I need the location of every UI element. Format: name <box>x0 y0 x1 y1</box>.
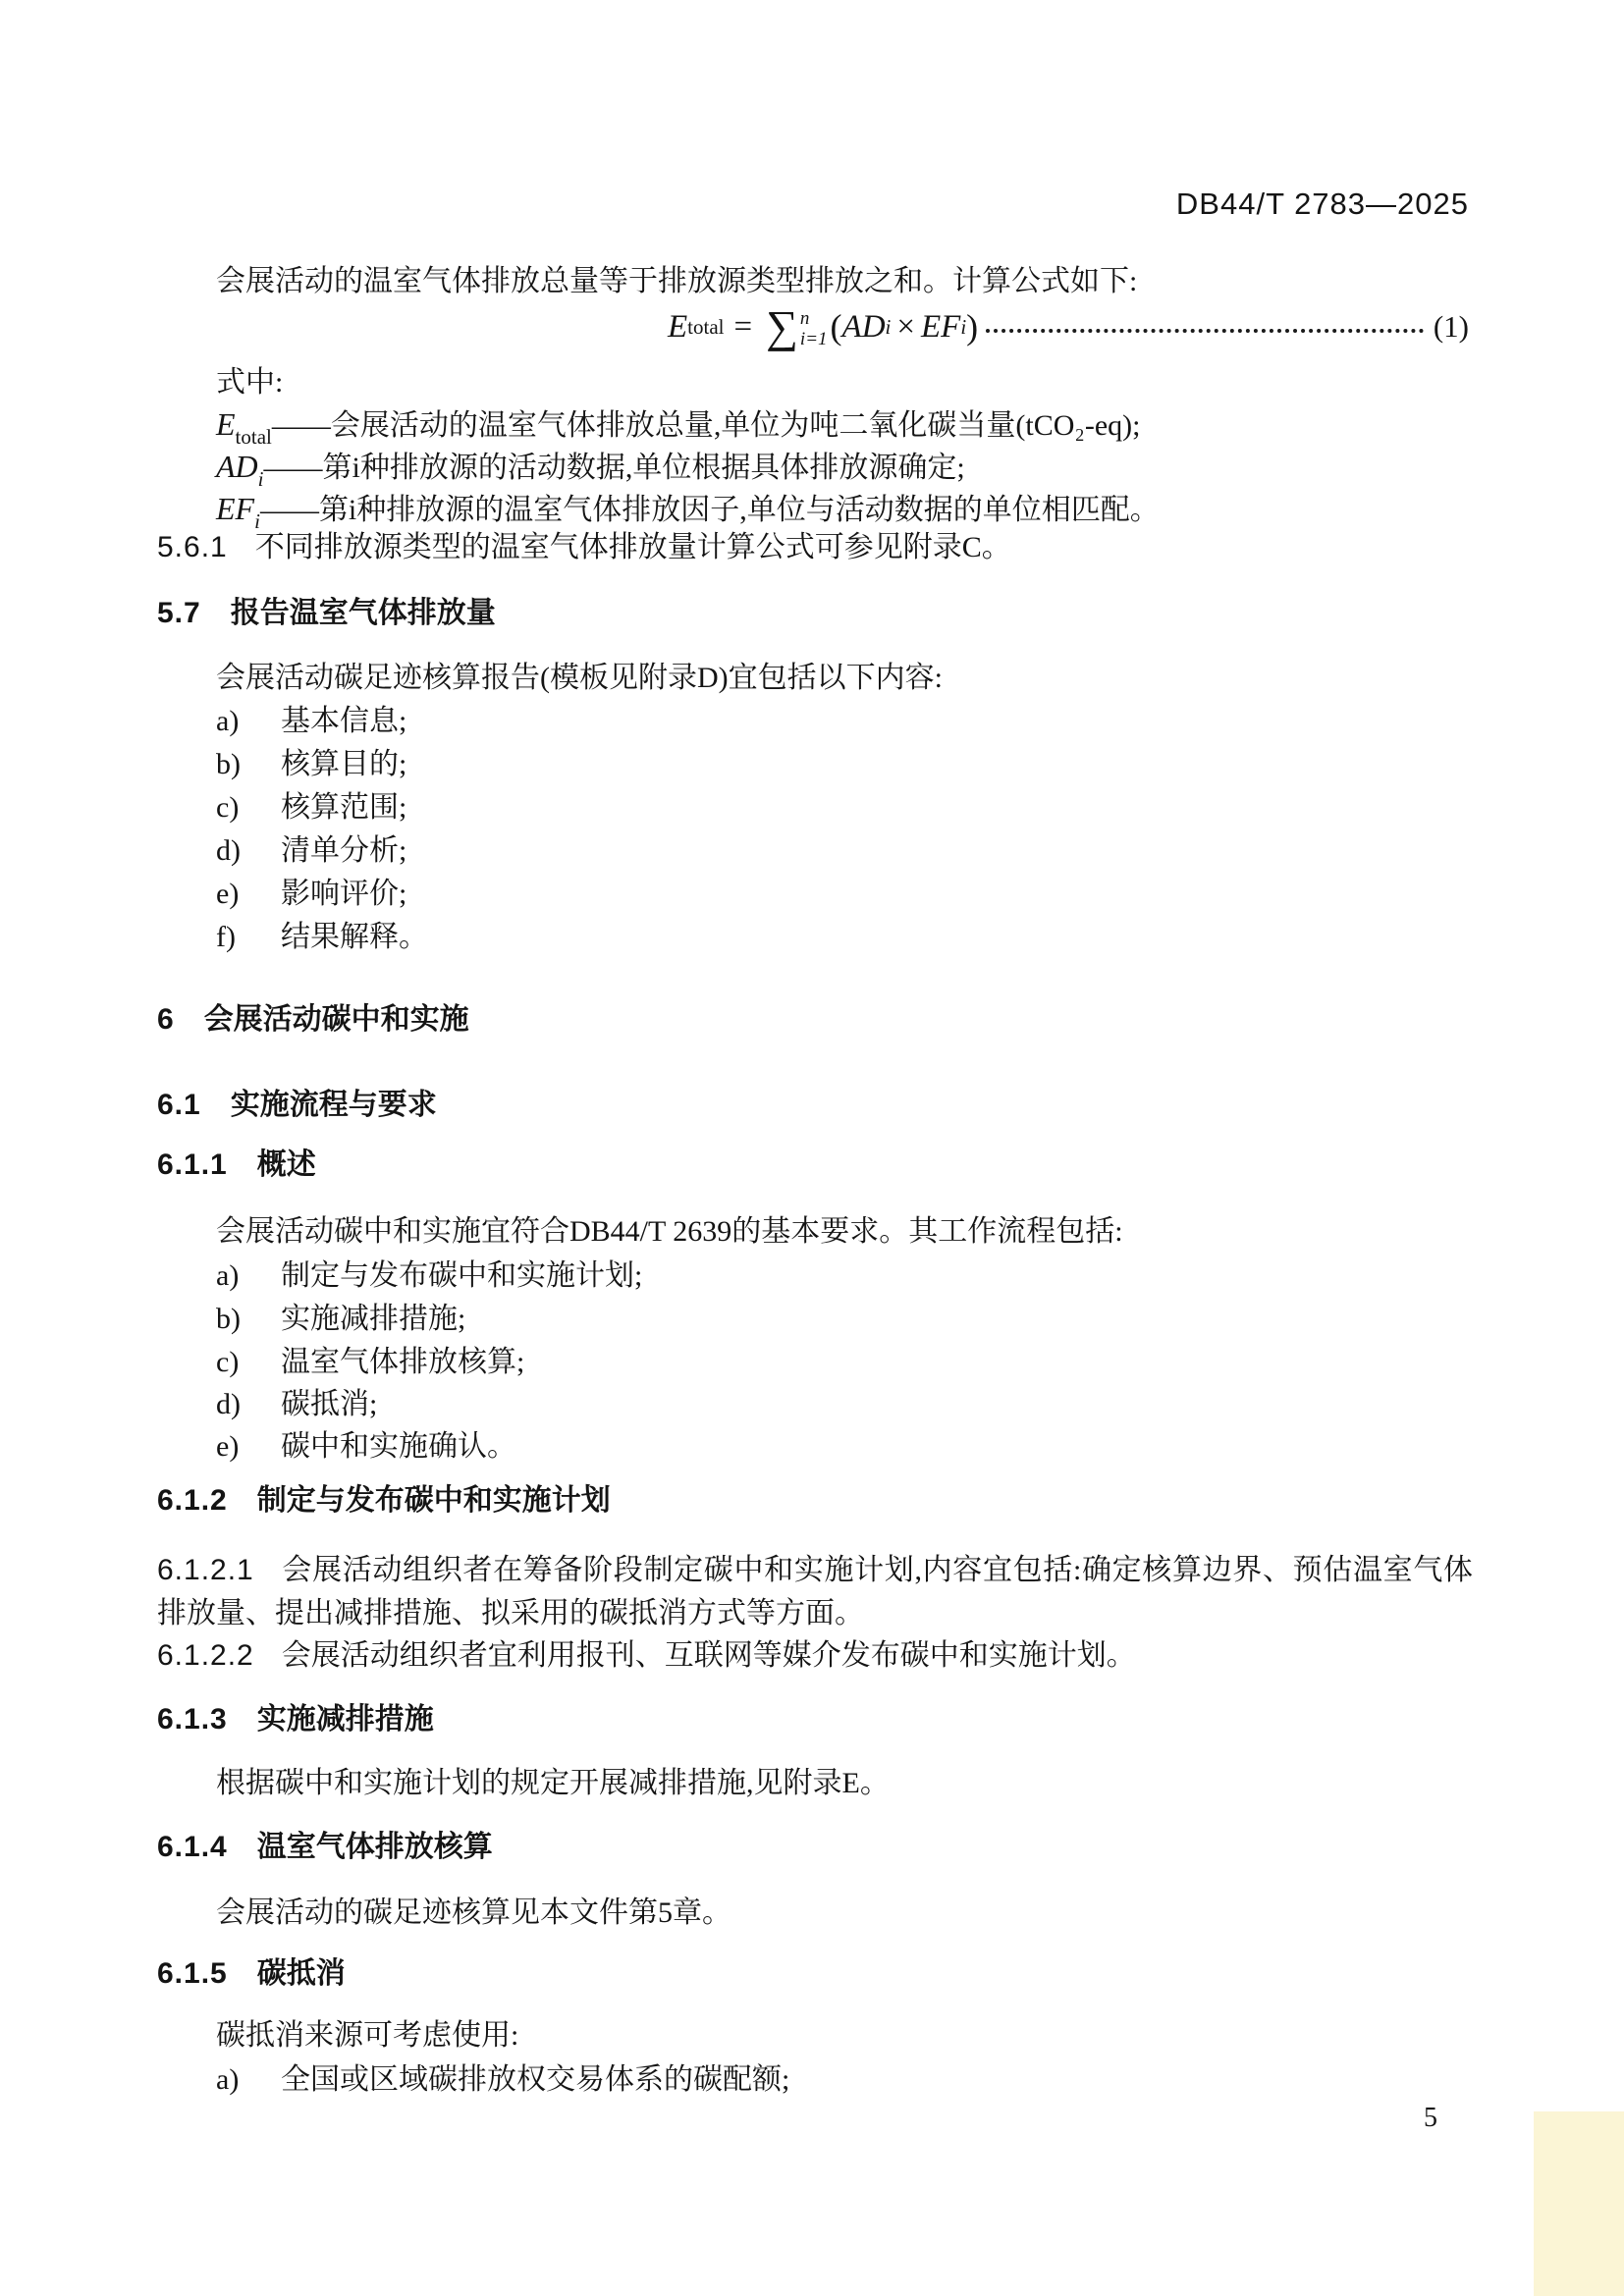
list-item-label: e) <box>216 1430 240 1463</box>
activity-data-term: AD <box>841 308 886 345</box>
section-611-intro: 会展活动碳中和实施宜符合DB44/T 2639的基本要求。其工作流程包括: <box>216 1215 1123 1248</box>
clause-text: 会展活动组织者宜利用报刊、互联网等媒介发布碳中和实施计划。 <box>281 1639 1136 1672</box>
term-symbol-subscript: i <box>254 509 260 533</box>
heading-6-1-1 <box>157 1143 316 1187</box>
list-item-label: b) <box>216 1303 241 1335</box>
heading-6-1-4 <box>157 1825 493 1869</box>
list-item <box>216 785 406 829</box>
sigma-symbol: ∑ <box>766 301 798 352</box>
heading-6-1 <box>157 1083 437 1127</box>
calc-intro-paragraph: 会展活动的温室气体排放总量等于排放源类型排放之和。计算公式如下: <box>216 265 1138 297</box>
term-description: ——第i种排放源的活动数据,单位根据具体排放源确定; <box>263 452 965 484</box>
term-symbol: EF <box>216 491 255 526</box>
heading-title: 温室气体排放核算 <box>256 1831 493 1863</box>
equation-number: (1) <box>1433 309 1469 344</box>
list-item-text: 碳中和实施确认。 <box>281 1430 516 1463</box>
list-item <box>216 1340 524 1384</box>
section-615-lead: 碳抵消来源可考虑使用: <box>216 2019 519 2052</box>
list-item-text: 制定与发布碳中和实施计划; <box>281 1259 643 1292</box>
heading-title: 概述 <box>256 1148 316 1181</box>
clause-text: 不同排放源类型的温室气体排放量计算公式可参见附录C。 <box>254 531 1011 563</box>
heading-title: 碳抵消 <box>256 1957 346 1990</box>
list-item <box>216 1424 516 1468</box>
heading-number: 6.1.3 <box>157 1703 228 1735</box>
formula-lhs-subscript: total <box>687 314 725 339</box>
clause-561 <box>157 525 1011 569</box>
heading-number: 6.1.5 <box>157 1957 228 1990</box>
list-item-label: e) <box>216 878 240 910</box>
list-item <box>216 872 406 916</box>
list-item-text: 碳抵消; <box>281 1388 378 1420</box>
list-item-text: 基本信息; <box>281 705 407 737</box>
list-item-label: a) <box>216 705 240 737</box>
heading-number: 5.7 <box>157 597 201 629</box>
heading-number: 6 <box>157 1003 175 1036</box>
heading-6-1-2 <box>157 1478 611 1522</box>
term-description: ——会展活动的温室气体排放总量,单位为吨二氧化碳当量(tCO₂-eq); <box>271 409 1141 442</box>
clause-number: 6.1.2.1 <box>157 1554 254 1586</box>
list-item <box>216 2057 789 2102</box>
list-item-label: f) <box>216 921 236 953</box>
heading-title: 报告温室气体排放量 <box>230 597 496 629</box>
formula-lhs: E <box>668 308 688 345</box>
list-item-text: 影响评价; <box>281 878 407 910</box>
list-item-label: d) <box>216 834 241 867</box>
heading-title: 实施流程与要求 <box>230 1089 437 1121</box>
clause-6122 <box>157 1633 1136 1678</box>
list-item <box>216 828 406 873</box>
term-description: ——第i种排放源的温室气体排放因子,单位与活动数据的单位相匹配。 <box>259 494 1160 526</box>
list-item-text: 全国或区域碳排放权交易体系的碳配额; <box>281 2063 790 2096</box>
dotted-leader <box>986 329 1424 333</box>
clause-number: 5.6.1 <box>157 531 228 563</box>
heading-title: 会展活动碳中和实施 <box>203 1003 469 1036</box>
multiplication-sign: × <box>896 308 915 345</box>
emission-factor-subscript: i <box>960 314 967 339</box>
list-item-text: 核算目的; <box>281 748 407 780</box>
doc-number-header: DB44/T 2783—2025 <box>1175 187 1469 221</box>
sigma-upper-limit: n <box>799 308 810 330</box>
list-item <box>216 699 406 743</box>
heading-number: 6.1.1 <box>157 1148 228 1181</box>
section-57-intro: 会展活动碳足迹核算报告(模板见附录D)宜包括以下内容: <box>216 662 943 694</box>
clause-text: 会展活动组织者在筹备阶段制定碳中和实施计划,内容宜包括:确定核算边界、预估温室气体排放量、提出减排措施、拟采用的碳抵消方式等方面。 <box>157 1554 1473 1629</box>
clause-6121 <box>157 1549 1473 1635</box>
heading-number: 6.1.4 <box>157 1831 228 1863</box>
list-item <box>216 1297 465 1341</box>
list-item-label: a) <box>216 1259 240 1292</box>
heading-number: 6.1 <box>157 1089 201 1121</box>
list-item-label: d) <box>216 1388 241 1420</box>
heading-number: 6.1.2 <box>157 1484 228 1517</box>
section-613-body: 根据碳中和实施计划的规定开展减排措施,见附录E。 <box>216 1767 890 1799</box>
close-paren: ) <box>966 307 979 347</box>
heading-title: 制定与发布碳中和实施计划 <box>256 1484 611 1517</box>
term-symbol: AD <box>216 449 258 484</box>
formula-1 <box>157 296 1469 357</box>
list-item <box>216 742 406 786</box>
section-614-body: 会展活动的碳足迹核算见本文件第5章。 <box>216 1896 731 1929</box>
heading-6-1-5 <box>157 1951 346 1996</box>
list-item-label: a) <box>216 2063 240 2096</box>
where-label: 式中: <box>216 366 284 399</box>
term-symbol-subscript: total <box>235 425 272 449</box>
list-item <box>216 915 428 959</box>
list-item-text: 实施减排措施; <box>281 1303 466 1335</box>
term-symbol-subscript: i <box>257 467 264 491</box>
list-item-label: c) <box>216 1346 240 1378</box>
equals-sign: = <box>733 308 753 345</box>
list-item-label: c) <box>216 791 240 824</box>
sigma-lower-limit: i=1 <box>799 329 828 349</box>
list-item-text: 清单分析; <box>281 834 407 867</box>
term-symbol: E <box>216 406 236 442</box>
heading-chapter-6 <box>157 997 469 1041</box>
list-item <box>216 1382 377 1426</box>
page-number: 5 <box>1424 2103 1437 2133</box>
emission-factor-term: EF <box>921 308 961 345</box>
list-item-text: 核算范围; <box>281 791 407 824</box>
heading-title: 实施减排措施 <box>256 1703 434 1735</box>
list-item-text: 温室气体排放核算; <box>281 1346 525 1378</box>
list-item-text: 结果解释。 <box>281 921 428 953</box>
list-item <box>216 1254 642 1298</box>
heading-6-1-3 <box>157 1697 434 1741</box>
heading-5-7 <box>157 591 496 635</box>
sigma-limits <box>800 309 828 350</box>
open-paren: ( <box>830 307 842 347</box>
corner-tint-decoration <box>1534 2111 1624 2296</box>
list-item-label: b) <box>216 748 241 780</box>
activity-data-subscript: i <box>885 314 892 339</box>
clause-number: 6.1.2.2 <box>157 1639 254 1672</box>
